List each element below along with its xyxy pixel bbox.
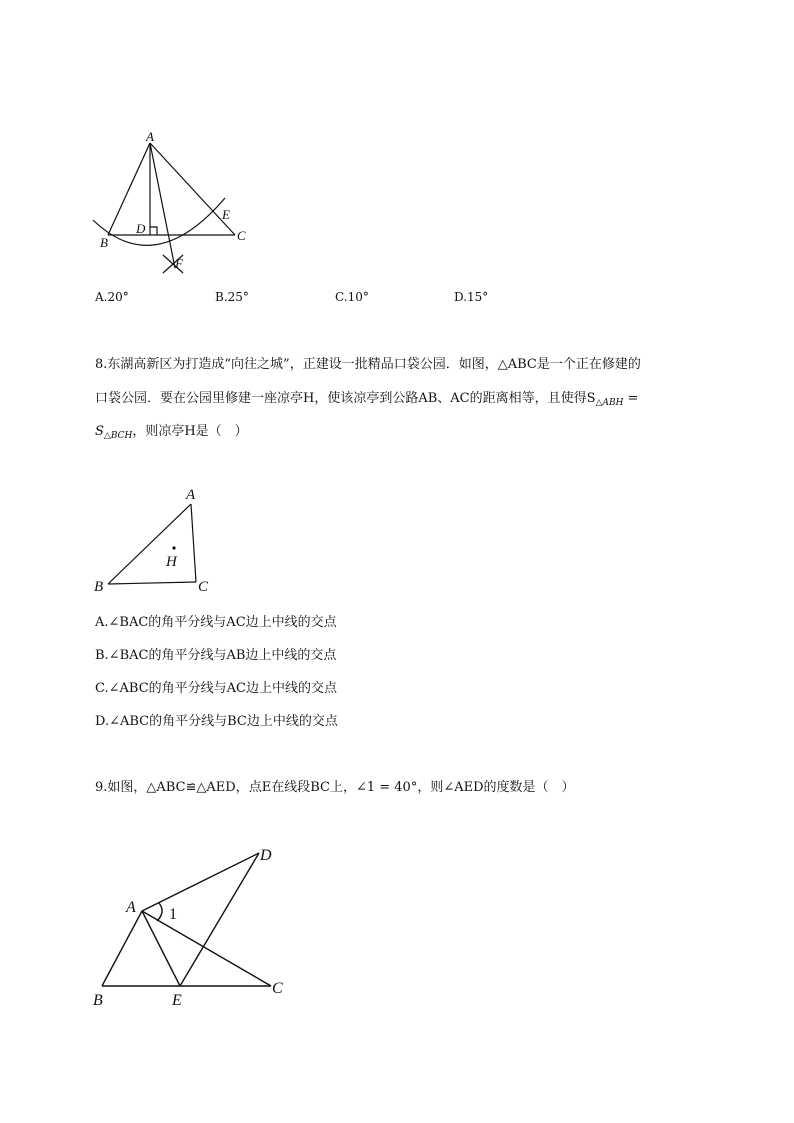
q8-segment-bc <box>108 582 196 584</box>
q7-right-angle-mark <box>150 227 157 235</box>
q8-segment-ac <box>191 504 196 582</box>
q9-label-b: B <box>93 992 103 1009</box>
q8-point-h <box>172 546 175 549</box>
q9-label-e: E <box>172 992 182 1009</box>
q8-option-d: D.∠ABC的角平分线与BC边上中线的交点 <box>95 714 338 729</box>
q7-option-b: B.25° <box>215 290 249 304</box>
q7-figure <box>85 130 255 280</box>
q7-label-f: F <box>175 256 183 271</box>
q8-label-b: B <box>94 579 104 595</box>
q8-option-b: B.∠BAC的角平分线与AB边上中线的交点 <box>95 648 337 663</box>
q7-option-a: A.20° <box>95 290 129 304</box>
q7-label-b: B <box>100 235 108 250</box>
q8-equals: = <box>623 391 639 406</box>
q8-stem-line-1: 8.东湖高新区为打造成“向往之城”，正建设一批精品口袋公园．如图，△ABC是一个正在修建的 <box>95 357 641 372</box>
q9-angle-1-arc <box>157 903 162 921</box>
q7-arc <box>93 198 225 245</box>
q9-figure <box>88 838 298 1013</box>
q9-label-d: D <box>260 847 272 864</box>
q7-option-d: D.15° <box>454 290 489 304</box>
q8-stem-line-3 <box>95 420 248 441</box>
q8-label-a: A <box>186 487 196 503</box>
q8-label-h: H <box>166 554 177 570</box>
q7-label-d: D <box>136 221 146 236</box>
q8-stem-line-3-text: ，则凉亭H是（ ） <box>132 424 248 439</box>
q9-label-1: 1 <box>169 906 177 923</box>
q9-label-a: A <box>126 899 136 916</box>
q8-label-c: C <box>198 579 209 595</box>
q8-stem-line-2 <box>95 387 638 408</box>
q8-figure <box>88 482 228 598</box>
q7-ray-af <box>150 143 175 268</box>
q8-s-symbol: S <box>95 424 104 439</box>
q8-option-c: C.∠ABC的角平分线与AC边上中线的交点 <box>95 681 337 696</box>
q7-label-a: A <box>146 130 154 144</box>
q8-segment-ab <box>108 504 191 584</box>
q7-label-c: C <box>237 228 246 243</box>
q9-segment-ab <box>102 911 142 986</box>
q7-label-e: E <box>222 207 230 222</box>
q8-stem-line-2-text: 口袋公园．要在公园里修建一座凉亭H，使该凉亭到公路AB、AC的距离相等，且使得S <box>95 391 596 406</box>
q9-stem: 9.如图，△ABC≌△AED，点E在线段BC上，∠1 = 40°，则∠AED的度数是（ ） <box>95 780 575 795</box>
q8-area-abh: △ABH <box>595 398 624 408</box>
q8-area-bch: △BCH <box>103 431 133 441</box>
q8-option-a: A.∠BAC的角平分线与AC边上中线的交点 <box>95 615 337 630</box>
q7-option-c: C.10° <box>335 290 369 304</box>
q9-label-c: C <box>272 980 283 997</box>
